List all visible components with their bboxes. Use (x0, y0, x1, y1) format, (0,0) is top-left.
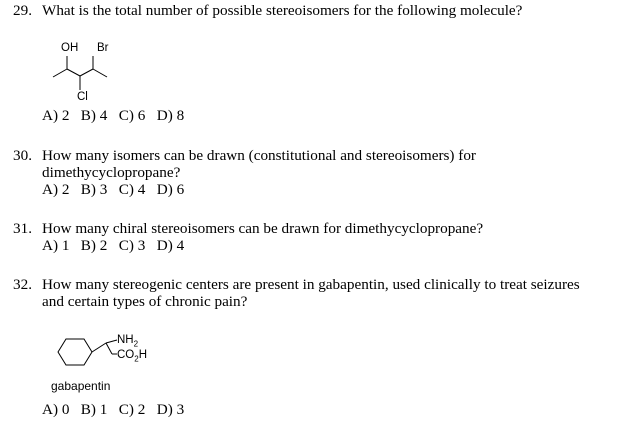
co2h-label: $CO_2H$ (117, 349, 148, 364)
br-label: Br (97, 42, 109, 54)
q29-number: 29. (13, 2, 32, 19)
nh2-label: $NH_2$ (117, 334, 139, 349)
q32-number: 32. (13, 276, 32, 293)
q31-number: 31. (13, 220, 32, 237)
q31-answers: A) 1 B) 2 C) 3 D) 4 (42, 237, 185, 254)
q30-answers: A) 2 B) 3 C) 4 D) 6 (42, 181, 185, 198)
gabapentin-label: gabapentin (51, 379, 111, 393)
q30-number: 30. (13, 147, 32, 164)
q29-answers: A) 2 B) 4 C) 6 D) 8 (42, 107, 185, 124)
q32-answers: A) 0 B) 1 C) 2 D) 3 (42, 401, 185, 418)
q30-text-line1: How many isomers can be drawn (constitutional and stereoisomers) for (42, 147, 476, 164)
q32-text-line1: How many stereogenic centers are present in gabapentin, used clinically to treat seizures (42, 276, 580, 293)
q31-text: How many chiral stereoisomers can be drawn for dimethycyclopropane? (42, 220, 484, 237)
q29-text: What is the total number of possible stereoisomers for the following molecule? (42, 2, 523, 19)
q30-text-line2: dimethycyclopropane? (42, 164, 181, 181)
cl-label: Cl (77, 91, 88, 103)
q32-text-line2: and certain types of chronic pain? (42, 293, 248, 310)
oh-label: OH (61, 42, 79, 54)
